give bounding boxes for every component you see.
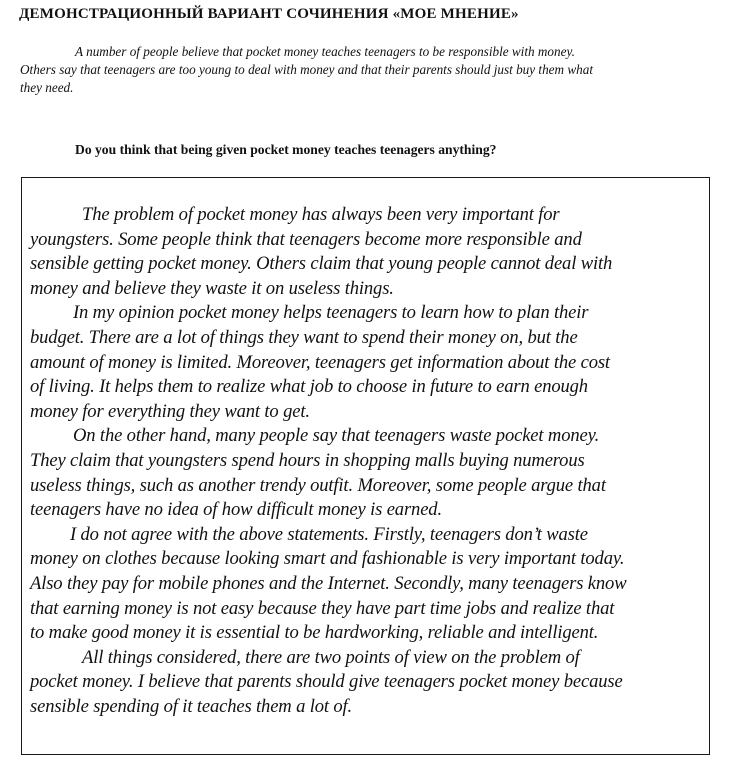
essay-line: pocket money. I believe that parents should give teenagers pocket money because [30,671,623,693]
essay-line: of living. It helps them to realize what job to choose in future to earn enough [30,376,588,398]
essay-line: budget. There are a lot of things they want to spend their money on, but the [30,326,578,348]
essay-line: youngsters. Some people think that teenagers become more responsible and [30,228,582,250]
essay-line: money on clothes because looking smart and fashionable is very important today. [30,548,625,570]
document-heading: ДЕМОНСТРАЦИОННЫЙ ВАРИАНТ СОЧИНЕНИЯ «МОЕ МНЕНИЕ» [19,6,519,22]
essay-line: The problem of pocket money has always been very important for [82,204,560,225]
essay-line: I do not agree with the above statements. Firstly, teenagers don’t waste [70,523,588,545]
task-line: Others say that teenagers are too young to deal with money and that their parents should just buy them what [20,62,593,77]
essay-line: to make good money it is essential to be hardworking, reliable and intelligent. [30,622,599,644]
essay-line: Also they pay for mobile phones and the Internet. Secondly, many teenagers know [30,572,627,594]
essay-line: money and believe they waste it on useless things. [30,277,394,299]
essay-line: sensible spending of it teaches them a lot of. [30,695,353,717]
essay-line: useless things, such as another trendy outfit. Moreover, some people argue that [30,474,606,496]
essay-line: On the other hand, many people say that teenagers waste pocket money. [73,425,600,447]
essay-text [30,203,710,719]
essay-line: amount of money is limited. Moreover, teenagers get information about the cost [30,351,610,373]
essay-line: sensible getting pocket money. Others claim that young people cannot deal with [30,253,613,275]
essay-line: They claim that youngsters spend hours in shopping malls buying numerous [30,449,585,471]
essay-line: All things considered, there are two points of view on the problem of [82,646,580,668]
task-statement [20,43,720,97]
essay-line: teenagers have no idea of how difficult money is earned. [30,499,442,521]
task-line: they need. [20,80,74,95]
essay-line: that earning money is not easy because they have part time jobs and realize that [30,597,615,619]
essay-line: In my opinion pocket money helps teenagers to learn how to plan their [73,302,589,324]
task-line: A number of people believe that pocket money teaches teenagers to be responsible with money. [75,44,575,59]
essay-question: Do you think that being given pocket money teaches teenagers anything? [75,142,497,157]
essay-line: money for everything they want to get. [30,400,310,422]
